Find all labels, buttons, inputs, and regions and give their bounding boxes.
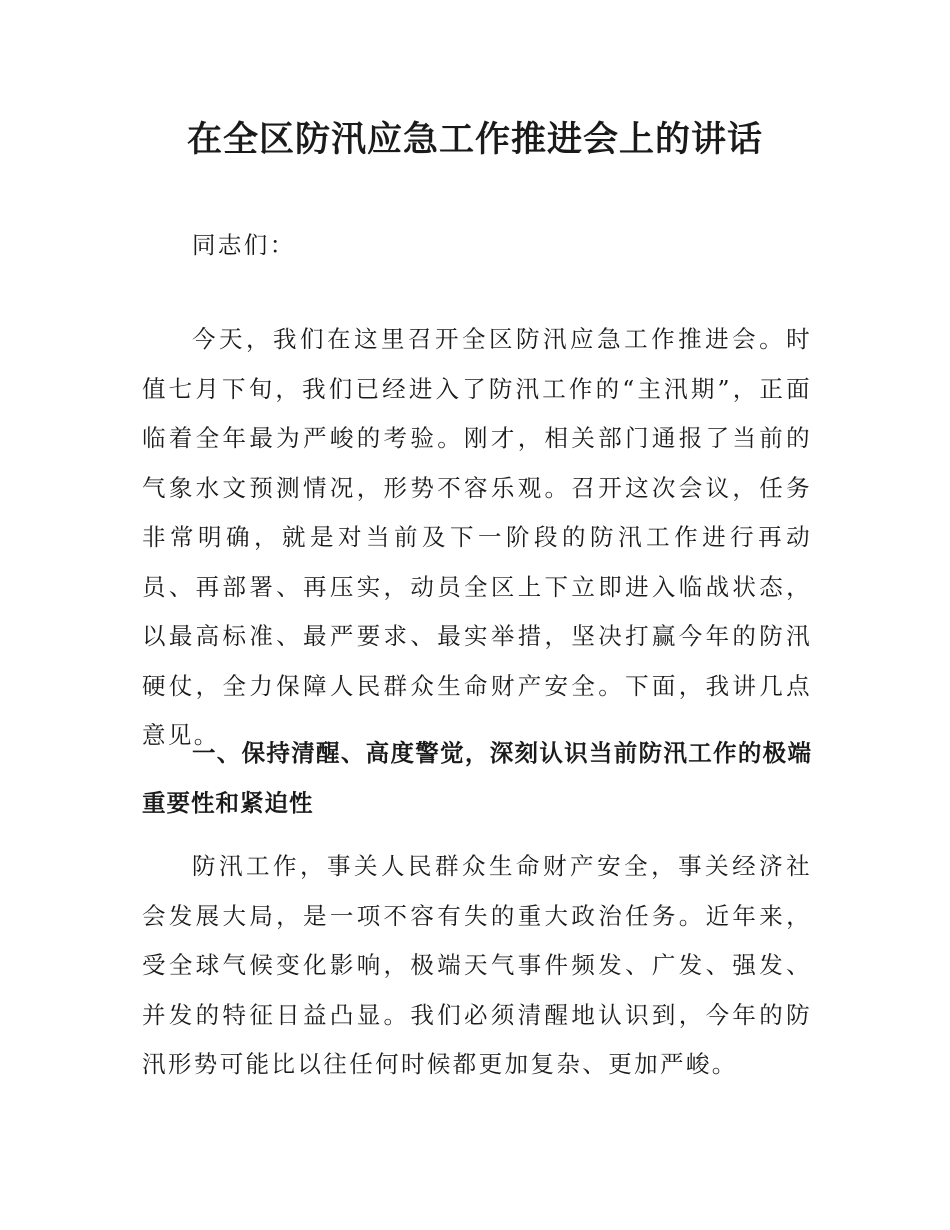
paragraph-section-1: 防汛工作，事关人民群众生命财产安全，事关经济社会发展大局，是一项不容有失的重大政治任务。近年来，受全球气候变化影响，极端天气事件频发、广发、强发、并发的特征日益凸显。我们必须清醒地认识到，今年的防汛形势可能比以往任何时候都更加复杂、更加严峻。 xyxy=(142,852,812,1078)
section-heading-1: 一、保持清醒、高度警觉，深刻认识当前防汛工作的极端重要性和紧迫性 xyxy=(142,739,812,817)
paragraph-opening: 今天，我们在这里召开全区防汛应急工作推进会。时值七月下旬，我们已经进入了防汛工作的“主汛期”，正面临着全年最为严峻的考验。刚才，相关部门通报了当前的气象水文预测情况，形势不容乐观。召开这次会议，任务非常明确，就是对当前及下一阶段的防汛工作进行再动员、再部署、再压实，动员全区上下立即进入临战状态，以最高标准、最严要求、最实举措，坚决打赢今年的防汛硬仗，全力保障人民群众生命财产安全。下面，我讲几点意见。 xyxy=(142,325,812,749)
document-title: 在全区防汛应急工作推进会上的讲话 xyxy=(186,120,763,160)
salutation: 同志们： xyxy=(192,231,296,259)
